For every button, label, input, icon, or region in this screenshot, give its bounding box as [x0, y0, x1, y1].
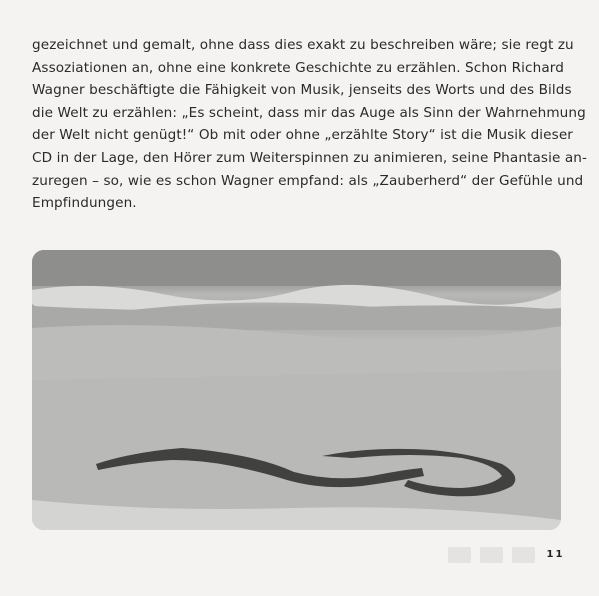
footer-block — [480, 547, 503, 563]
beach-sand — [32, 370, 561, 530]
body-paragraph — [32, 34, 587, 215]
text-line: Wagner beschäftigte die Fähigkeit von Musik, jenseits des Worts und des Bilds — [32, 82, 572, 99]
text-line: CD in der Lage, den Hörer zum Weiterspinnen zu animieren, seine Phantasie an- — [32, 149, 587, 166]
sea-far — [32, 250, 561, 286]
beach-photo — [32, 250, 561, 530]
text-line: zuregen – so, wie es schon Wagner empfand: als „Zauberherd“ der Gefühle und — [32, 172, 584, 189]
beach-photo-illustration — [32, 250, 561, 530]
text-line: Assoziationen an, ohne eine konkrete Geschichte zu erzählen. Schon Richard — [32, 59, 564, 76]
page-footer — [448, 547, 567, 563]
footer-block — [512, 547, 535, 563]
text-line: gezeichnet und gemalt, ohne dass dies exakt zu beschreiben wäre; sie regt zu — [32, 37, 574, 53]
text-line: die Welt zu erzählen: „Es scheint, dass mir das Auge als Sinn der Wahrnehmung — [32, 104, 586, 121]
footer-block — [448, 547, 471, 563]
text-line: Empfindungen. — [32, 195, 137, 212]
text-line: der Welt nicht genügt!“ Ob mit oder ohne „erzählte Story“ ist die Musik dieser — [32, 127, 573, 144]
page-number: 11 — [546, 549, 565, 560]
